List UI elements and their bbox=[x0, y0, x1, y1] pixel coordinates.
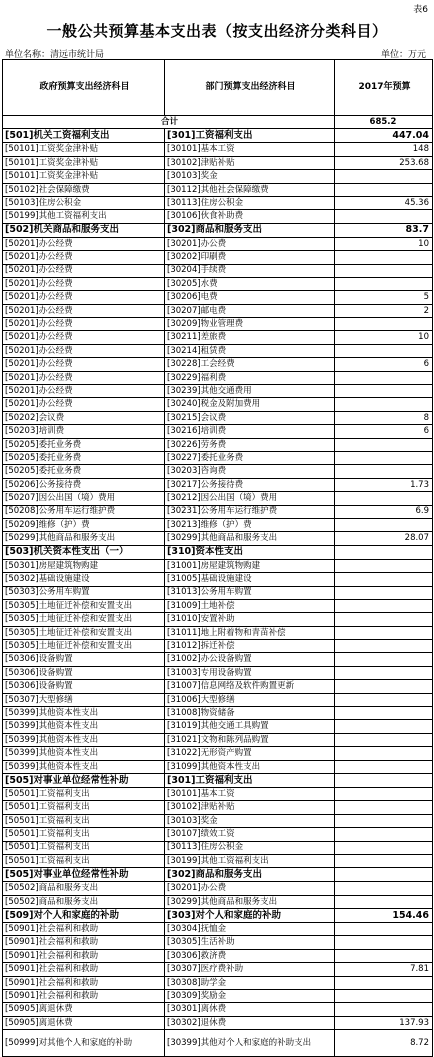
amount-cell: 148 bbox=[335, 143, 433, 156]
amount-cell bbox=[335, 210, 433, 223]
gov-cell: [50201]办公经费 bbox=[3, 371, 165, 384]
gov-cell: [50999]对其他个人和家庭的补助 bbox=[3, 1030, 165, 1057]
gov-cell: [50305]土地征迁补偿和安置支出 bbox=[3, 599, 165, 612]
amount-cell: 253.68 bbox=[335, 156, 433, 169]
amount-cell: 137.93 bbox=[335, 1016, 433, 1029]
gov-cell: [50901]社会福利和救助 bbox=[3, 990, 165, 1003]
total-label: 合计 bbox=[3, 116, 335, 129]
gov-cell: [50201]办公经费 bbox=[3, 291, 165, 304]
dept-cell: [302]商品和服务支出 bbox=[165, 223, 335, 237]
amount-cell bbox=[335, 936, 433, 949]
amount-cell: 6 bbox=[335, 425, 433, 438]
amount-cell bbox=[335, 626, 433, 639]
dept-cell: [30204]手续费 bbox=[165, 264, 335, 277]
gov-cell: [501]机关工资福利支出 bbox=[3, 129, 165, 143]
gov-cell: [50901]社会福利和救助 bbox=[3, 963, 165, 976]
gov-cell: [50305]土地征迁补偿和安置支出 bbox=[3, 640, 165, 653]
table-row bbox=[3, 640, 433, 653]
amount-cell: 2 bbox=[335, 304, 433, 317]
amount-cell: 6.9 bbox=[335, 505, 433, 518]
table-row bbox=[3, 599, 433, 612]
dept-cell: [30306]救济费 bbox=[165, 949, 335, 962]
table-row bbox=[3, 626, 433, 639]
amount-cell bbox=[335, 599, 433, 612]
gov-cell: [50201]办公经费 bbox=[3, 264, 165, 277]
dept-cell: [30203]咨询费 bbox=[165, 465, 335, 478]
gov-cell: [50207]因公出国（境）费用 bbox=[3, 492, 165, 505]
amount-cell bbox=[335, 371, 433, 384]
amount-cell bbox=[335, 747, 433, 760]
amount-cell: 6 bbox=[335, 358, 433, 371]
table-row bbox=[3, 156, 433, 169]
table-row bbox=[3, 1003, 433, 1016]
gov-cell: [50205]委托业务费 bbox=[3, 438, 165, 451]
gov-cell: [50306]设备购置 bbox=[3, 653, 165, 666]
dept-cell: [30240]税金及附加费用 bbox=[165, 398, 335, 411]
amount-cell bbox=[335, 720, 433, 733]
dept-cell: [30211]差旅费 bbox=[165, 331, 335, 344]
table-row bbox=[3, 318, 433, 331]
table-row bbox=[3, 478, 433, 491]
dept-cell: [30299]其他商品和服务支出 bbox=[165, 895, 335, 908]
dept-cell: [30101]基本工资 bbox=[165, 143, 335, 156]
dept-cell: [30113]住房公积金 bbox=[165, 841, 335, 854]
dept-cell: [30299]其他商品和服务支出 bbox=[165, 532, 335, 545]
table-row bbox=[3, 720, 433, 733]
gov-cell: [50202]会议费 bbox=[3, 411, 165, 424]
table-row bbox=[3, 613, 433, 626]
gov-cell: [50399]其他资本性支出 bbox=[3, 720, 165, 733]
gov-cell: [50101]工资奖金津补贴 bbox=[3, 170, 165, 183]
dept-cell: [301]工资福利支出 bbox=[165, 773, 335, 787]
dept-cell: [30207]邮电费 bbox=[165, 304, 335, 317]
table-number: 表6 bbox=[413, 5, 428, 15]
dept-cell: [31009]土地补偿 bbox=[165, 599, 335, 612]
amount-cell bbox=[335, 492, 433, 505]
category-row bbox=[3, 129, 433, 143]
gov-cell: [50501]工资福利支出 bbox=[3, 828, 165, 841]
amount-cell bbox=[335, 518, 433, 531]
table-body bbox=[3, 116, 433, 1057]
amount-cell bbox=[335, 990, 433, 1003]
gov-cell: [50209]维修（护）费 bbox=[3, 518, 165, 531]
gov-cell: [50302]基础设施建设 bbox=[3, 573, 165, 586]
dept-cell: [30103]奖金 bbox=[165, 170, 335, 183]
amount-cell bbox=[335, 868, 433, 882]
amount-cell: 154.46 bbox=[335, 909, 433, 923]
table-row bbox=[3, 237, 433, 250]
gov-cell: [50399]其他资本性支出 bbox=[3, 760, 165, 773]
table-row bbox=[3, 425, 433, 438]
dept-cell: [30202]印刷费 bbox=[165, 251, 335, 264]
table-row bbox=[3, 492, 433, 505]
amount-cell bbox=[335, 949, 433, 962]
dept-cell: [31001]房屋建筑物购建 bbox=[165, 559, 335, 572]
amount-cell bbox=[335, 640, 433, 653]
gov-cell: [50307]大型修缮 bbox=[3, 693, 165, 706]
table-row bbox=[3, 923, 433, 936]
gov-cell: [503]机关资本性支出（一） bbox=[3, 545, 165, 559]
gov-cell: [50101]工资奖金津补贴 bbox=[3, 156, 165, 169]
gov-cell: [50399]其他资本性支出 bbox=[3, 707, 165, 720]
table-row bbox=[3, 814, 433, 827]
gov-cell: [50101]工资奖金津补贴 bbox=[3, 143, 165, 156]
gov-cell: [50201]办公经费 bbox=[3, 304, 165, 317]
table-row bbox=[3, 264, 433, 277]
total-amount: 685.2 bbox=[335, 116, 433, 129]
dept-cell: [30227]委托业务费 bbox=[165, 451, 335, 464]
table-row bbox=[3, 385, 433, 398]
dept-cell: [302]商品和服务支出 bbox=[165, 868, 335, 882]
amount-cell: 8 bbox=[335, 411, 433, 424]
amount-cell bbox=[335, 573, 433, 586]
table-row bbox=[3, 801, 433, 814]
table-row bbox=[3, 586, 433, 599]
table-row bbox=[3, 559, 433, 572]
amount-cell bbox=[335, 183, 433, 196]
gov-cell: [50205]委托业务费 bbox=[3, 451, 165, 464]
amount-cell bbox=[335, 277, 433, 290]
gov-cell: [50203]培训费 bbox=[3, 425, 165, 438]
category-row bbox=[3, 868, 433, 882]
table-row bbox=[3, 990, 433, 1003]
gov-cell: [50208]公务用车运行维护费 bbox=[3, 505, 165, 518]
gov-cell: [505]对事业单位经常性补助 bbox=[3, 773, 165, 787]
gov-cell: [50501]工资福利支出 bbox=[3, 801, 165, 814]
dept-cell: [31002]办公设备购置 bbox=[165, 653, 335, 666]
table-row bbox=[3, 963, 433, 976]
gov-cell: [50502]商品和服务支出 bbox=[3, 882, 165, 895]
gov-cell: [50901]社会福利和救助 bbox=[3, 949, 165, 962]
gov-cell: [50299]其他商品和服务支出 bbox=[3, 532, 165, 545]
amount-cell bbox=[335, 693, 433, 706]
gov-cell: [50205]委托业务费 bbox=[3, 465, 165, 478]
dept-cell: [31010]安置补助 bbox=[165, 613, 335, 626]
dept-cell: [30205]水费 bbox=[165, 277, 335, 290]
gov-cell: [50399]其他资本性支出 bbox=[3, 733, 165, 746]
gov-cell: [50305]土地征迁补偿和安置支出 bbox=[3, 613, 165, 626]
unit-name-label: 单位名称：清远市统计局 bbox=[5, 50, 105, 60]
column-header-gov: 政府预算支出经济科目 bbox=[3, 60, 165, 116]
dept-cell: [30201]办公费 bbox=[165, 237, 335, 250]
dept-cell: [31099]其他资本性支出 bbox=[165, 760, 335, 773]
gov-cell: [50901]社会福利和救助 bbox=[3, 936, 165, 949]
amount-cell bbox=[335, 923, 433, 936]
gov-cell: [50306]设备购置 bbox=[3, 666, 165, 679]
gov-cell: [50206]公务接待费 bbox=[3, 478, 165, 491]
table-row bbox=[3, 398, 433, 411]
dept-cell: [31019]其他交通工具购置 bbox=[165, 720, 335, 733]
table-row bbox=[3, 666, 433, 679]
column-header-budget: 2017年预算 bbox=[335, 60, 433, 116]
gov-cell: [50301]房屋建筑物购建 bbox=[3, 559, 165, 572]
table-row bbox=[3, 358, 433, 371]
table-row bbox=[3, 882, 433, 895]
table-row bbox=[3, 1016, 433, 1029]
dept-cell: [31012]拆迁补偿 bbox=[165, 640, 335, 653]
table-row bbox=[3, 331, 433, 344]
column-header-dept: 部门预算支出经济科目 bbox=[165, 60, 335, 116]
gov-cell: [50501]工资福利支出 bbox=[3, 854, 165, 867]
dept-cell: [30302]退休费 bbox=[165, 1016, 335, 1029]
dept-cell: [30212]因公出国（境）费用 bbox=[165, 492, 335, 505]
dept-cell: [30199]其他工资福利支出 bbox=[165, 854, 335, 867]
dept-cell: [30239]其他交通费用 bbox=[165, 385, 335, 398]
table-row bbox=[3, 693, 433, 706]
dept-cell: [30309]奖励金 bbox=[165, 990, 335, 1003]
gov-cell: [50399]其他资本性支出 bbox=[3, 747, 165, 760]
table-row bbox=[3, 949, 433, 962]
gov-cell: [50102]社会保障缴费 bbox=[3, 183, 165, 196]
header-row bbox=[3, 60, 433, 116]
amount-cell bbox=[335, 773, 433, 787]
dept-cell: [30113]住房公积金 bbox=[165, 196, 335, 209]
table-row bbox=[3, 760, 433, 773]
amount-cell: 10 bbox=[335, 237, 433, 250]
category-row bbox=[3, 545, 433, 559]
dept-cell: [31013]公务用车购置 bbox=[165, 586, 335, 599]
gov-cell: [50905]离退休费 bbox=[3, 1003, 165, 1016]
dept-cell: [31008]物资储备 bbox=[165, 707, 335, 720]
gov-cell: [50201]办公经费 bbox=[3, 358, 165, 371]
table-row bbox=[3, 196, 433, 209]
gov-cell: [50201]办公经费 bbox=[3, 344, 165, 357]
table-row bbox=[3, 841, 433, 854]
amount-cell: 28.07 bbox=[335, 532, 433, 545]
table-row bbox=[3, 895, 433, 908]
amount-cell bbox=[335, 680, 433, 693]
expenditure-table bbox=[2, 59, 433, 1057]
amount-cell bbox=[335, 170, 433, 183]
amount-cell bbox=[335, 828, 433, 841]
amount-cell: 1.73 bbox=[335, 478, 433, 491]
amount-cell bbox=[335, 895, 433, 908]
amount-cell bbox=[335, 344, 433, 357]
amount-cell: 447.04 bbox=[335, 129, 433, 143]
dept-cell: [30102]津贴补贴 bbox=[165, 156, 335, 169]
table-row bbox=[3, 747, 433, 760]
gov-cell: [50901]社会福利和救助 bbox=[3, 976, 165, 989]
amount-cell bbox=[335, 545, 433, 559]
table-row bbox=[3, 170, 433, 183]
amount-cell bbox=[335, 976, 433, 989]
dept-cell: [30101]基本工资 bbox=[165, 787, 335, 800]
dept-cell: [30301]离休费 bbox=[165, 1003, 335, 1016]
dept-cell: [31011]地上附着物和青苗补偿 bbox=[165, 626, 335, 639]
gov-cell: [50201]办公经费 bbox=[3, 318, 165, 331]
table-row bbox=[3, 653, 433, 666]
table-row bbox=[3, 532, 433, 545]
table-row bbox=[3, 828, 433, 841]
table-row bbox=[3, 854, 433, 867]
dept-cell: [30305]生活补助 bbox=[165, 936, 335, 949]
amount-cell bbox=[335, 760, 433, 773]
amount-cell bbox=[335, 264, 433, 277]
table-row bbox=[3, 465, 433, 478]
amount-cell bbox=[335, 465, 433, 478]
gov-cell: [50201]办公经费 bbox=[3, 237, 165, 250]
amount-cell: 45.36 bbox=[335, 196, 433, 209]
amount-cell: 7.81 bbox=[335, 963, 433, 976]
table-row bbox=[3, 680, 433, 693]
dept-cell: [30102]津贴补贴 bbox=[165, 801, 335, 814]
amount-cell bbox=[335, 318, 433, 331]
dept-cell: [30213]维修（护）费 bbox=[165, 518, 335, 531]
amount-cell bbox=[335, 438, 433, 451]
dept-cell: [30214]租赁费 bbox=[165, 344, 335, 357]
amount-cell bbox=[335, 841, 433, 854]
amount-cell bbox=[335, 1003, 433, 1016]
table-row bbox=[3, 976, 433, 989]
amount-cell bbox=[335, 559, 433, 572]
dept-cell: [303]对个人和家庭的补助 bbox=[165, 909, 335, 923]
gov-cell: [509]对个人和家庭的补助 bbox=[3, 909, 165, 923]
dept-cell: [31022]无形资产购置 bbox=[165, 747, 335, 760]
dept-cell: [30112]其他社会保障缴费 bbox=[165, 183, 335, 196]
gov-cell: [50501]工资福利支出 bbox=[3, 814, 165, 827]
amount-cell bbox=[335, 613, 433, 626]
amount-cell bbox=[335, 451, 433, 464]
gov-cell: [50201]办公经费 bbox=[3, 385, 165, 398]
dept-cell: [31007]信息网络及软件购置更新 bbox=[165, 680, 335, 693]
table-row bbox=[3, 1030, 433, 1057]
gov-cell: [50199]其他工资福利支出 bbox=[3, 210, 165, 223]
dept-cell: [30107]绩效工资 bbox=[165, 828, 335, 841]
dept-cell: [30209]物业管理费 bbox=[165, 318, 335, 331]
table-row bbox=[3, 411, 433, 424]
amount-cell bbox=[335, 882, 433, 895]
table-row bbox=[3, 143, 433, 156]
amount-cell bbox=[335, 251, 433, 264]
table-row bbox=[3, 518, 433, 531]
gov-cell: [50305]土地征迁补偿和安置支出 bbox=[3, 626, 165, 639]
amount-cell bbox=[335, 801, 433, 814]
gov-cell: [50502]商品和服务支出 bbox=[3, 895, 165, 908]
dept-cell: [30201]办公费 bbox=[165, 882, 335, 895]
dept-cell: [30228]工会经费 bbox=[165, 358, 335, 371]
amount-cell bbox=[335, 666, 433, 679]
amount-cell bbox=[335, 385, 433, 398]
table-row bbox=[3, 936, 433, 949]
table-row bbox=[3, 183, 433, 196]
amount-cell bbox=[335, 586, 433, 599]
dept-cell: [30308]助学金 bbox=[165, 976, 335, 989]
gov-cell: [50103]住房公积金 bbox=[3, 196, 165, 209]
table-row bbox=[3, 733, 433, 746]
dept-cell: [30216]培训费 bbox=[165, 425, 335, 438]
dept-cell: [301]工资福利支出 bbox=[165, 129, 335, 143]
amount-cell bbox=[335, 854, 433, 867]
amount-cell: 8.72 bbox=[335, 1030, 433, 1057]
table-row bbox=[3, 451, 433, 464]
gov-cell: [502]机关商品和服务支出 bbox=[3, 223, 165, 237]
gov-cell: [50303]公务用车购置 bbox=[3, 586, 165, 599]
table-row bbox=[3, 505, 433, 518]
category-row bbox=[3, 909, 433, 923]
gov-cell: [50501]工资福利支出 bbox=[3, 787, 165, 800]
dept-cell: [30106]伙食补助费 bbox=[165, 210, 335, 223]
dept-cell: [30307]医疗费补助 bbox=[165, 963, 335, 976]
gov-cell: [50501]工资福利支出 bbox=[3, 841, 165, 854]
amount-cell bbox=[335, 733, 433, 746]
table-row bbox=[3, 277, 433, 290]
amount-cell bbox=[335, 814, 433, 827]
table-row bbox=[3, 371, 433, 384]
dept-cell: [31021]文物和陈列品购置 bbox=[165, 733, 335, 746]
amount-cell: 10 bbox=[335, 331, 433, 344]
table-row bbox=[3, 707, 433, 720]
gov-cell: [50306]设备购置 bbox=[3, 680, 165, 693]
dept-cell: [30103]奖金 bbox=[165, 814, 335, 827]
table-row bbox=[3, 344, 433, 357]
table-row bbox=[3, 438, 433, 451]
dept-cell: [30217]公务接待费 bbox=[165, 478, 335, 491]
dept-cell: [30215]会议费 bbox=[165, 411, 335, 424]
currency-unit-label: 单位：万元 bbox=[380, 50, 426, 60]
dept-cell: [31003]专用设备购置 bbox=[165, 666, 335, 679]
amount-cell bbox=[335, 787, 433, 800]
table-row bbox=[3, 251, 433, 264]
amount-cell bbox=[335, 653, 433, 666]
gov-cell: [50201]办公经费 bbox=[3, 331, 165, 344]
dept-cell: [30231]公务用车运行维护费 bbox=[165, 505, 335, 518]
table-row bbox=[3, 573, 433, 586]
amount-cell: 83.7 bbox=[335, 223, 433, 237]
dept-cell: [30206]电费 bbox=[165, 291, 335, 304]
dept-cell: [31005]基础设施建设 bbox=[165, 573, 335, 586]
dept-cell: [31006]大型修缮 bbox=[165, 693, 335, 706]
gov-cell: [50201]办公经费 bbox=[3, 398, 165, 411]
table-row bbox=[3, 291, 433, 304]
dept-cell: [30304]抚恤金 bbox=[165, 923, 335, 936]
gov-cell: [50901]社会福利和救助 bbox=[3, 923, 165, 936]
gov-cell: [505]对事业单位经常性补助 bbox=[3, 868, 165, 882]
dept-cell: [30229]福利费 bbox=[165, 371, 335, 384]
table-row bbox=[3, 210, 433, 223]
amount-cell: 5 bbox=[335, 291, 433, 304]
gov-cell: [50201]办公经费 bbox=[3, 277, 165, 290]
table-row bbox=[3, 787, 433, 800]
gov-cell: [50905]离退休费 bbox=[3, 1016, 165, 1029]
table-row bbox=[3, 304, 433, 317]
category-row bbox=[3, 223, 433, 237]
total-row bbox=[3, 116, 433, 129]
dept-cell: [310]资本性支出 bbox=[165, 545, 335, 559]
amount-cell bbox=[335, 707, 433, 720]
dept-cell: [30226]劳务费 bbox=[165, 438, 335, 451]
amount-cell bbox=[335, 398, 433, 411]
gov-cell: [50201]办公经费 bbox=[3, 251, 165, 264]
category-row bbox=[3, 773, 433, 787]
page-title: 一般公共预算基本支出表（按支出经济分类科目） bbox=[46, 22, 388, 40]
dept-cell: [30399]其他对个人和家庭的补助支出 bbox=[165, 1030, 335, 1057]
